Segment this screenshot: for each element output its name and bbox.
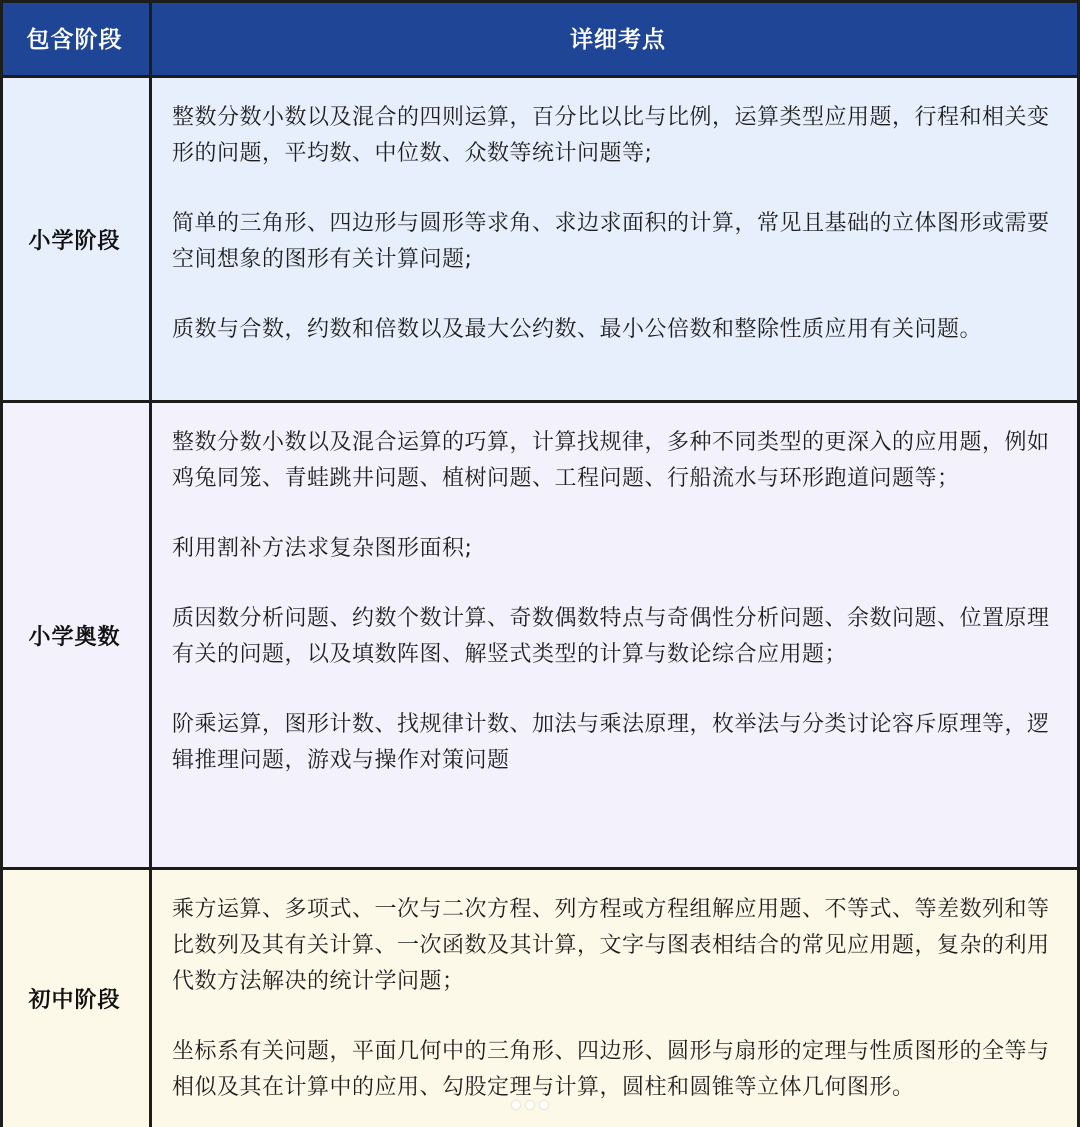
table-header-row: [0, 0, 1080, 78]
stage-label: 小学阶段: [28, 228, 121, 254]
topic-paragraph: 整数分数小数以及混合的四则运算，百分比以比与比例，运算类型应用题，行程和相关变形的问题，平均数、中位数、众数等统计问题等;: [172, 105, 1050, 166]
table-left-border: [0, 0, 3, 1127]
detail-column-header-label: 详细考点: [570, 27, 666, 53]
stage-column-header: [0, 0, 152, 75]
topic-paragraph: 质因数分析问题、约数个数计算、奇数偶数特点与奇偶性分析问题、余数问题、位置原理有关的问题，以及填数阵图、解竖式类型的计算与数论综合应用题；: [172, 606, 1050, 667]
page-indicator[interactable]: [512, 1101, 548, 1109]
topic-paragraph: 整数分数小数以及混合运算的巧算，计算找规律，多种不同类型的更深入的应用题，例如鸡兔同笼、青蛙跳井问题、植树问题、工程问题、行船流水与环形跑道问题等；: [172, 430, 1050, 491]
topic-paragraph: 坐标系有关问题，平面几何中的三角形、四边形、圆形与扇形的定理与性质图形的全等与相似及其在计算中的应用、勾股定理与计算，圆柱和圆锥等立体几何图形。: [172, 1039, 1050, 1100]
stage-cell: [0, 403, 152, 867]
stage-cell: [0, 78, 152, 400]
page-dot[interactable]: [526, 1101, 534, 1109]
stage-cell: [0, 870, 152, 1127]
table-row-junior-high: [0, 870, 1080, 1127]
page-dot[interactable]: [512, 1101, 520, 1109]
topic-paragraph: 阶乘运算，图形计数、找规律计数、加法与乘法原理，枚举法与分类讨论容斥原理等，逻辑推理问题，游戏与操作对策问题: [172, 712, 1050, 773]
detail-cell: [152, 403, 1080, 867]
detail-column-header: [152, 0, 1080, 75]
stage-label: 初中阶段: [28, 988, 121, 1013]
page-dot[interactable]: [540, 1101, 548, 1109]
stage-column-header-label: 包含阶段: [26, 27, 123, 53]
topic-paragraph: 乘方运算、多项式、一次与二次方程、列方程或方程组解应用题、不等式、等差数列和等比数列及其有关计算、一次函数及其计算，文字与图表相结合的常见应用题，复杂的利用代数方法解决的统计学问题；: [172, 897, 1050, 994]
table-top-border: [0, 0, 1080, 3]
topic-paragraph: 利用割补方法求复杂图形面积;: [172, 536, 473, 561]
table-row-primary-olympiad: [0, 403, 1080, 870]
table-row-primary-school: [0, 78, 1080, 403]
topic-paragraph: 简单的三角形、四边形与圆形等求角、求边求面积的计算，常见且基础的立体图形或需要空间想象的图形有关计算问题;: [172, 211, 1050, 272]
detail-cell: [152, 870, 1080, 1127]
topic-paragraph: 质数与合数，约数和倍数以及最大公约数、最小公倍数和整除性质应用有关问题。: [172, 317, 983, 342]
detail-cell: [152, 78, 1080, 400]
stage-label: 小学奥数: [28, 624, 121, 650]
